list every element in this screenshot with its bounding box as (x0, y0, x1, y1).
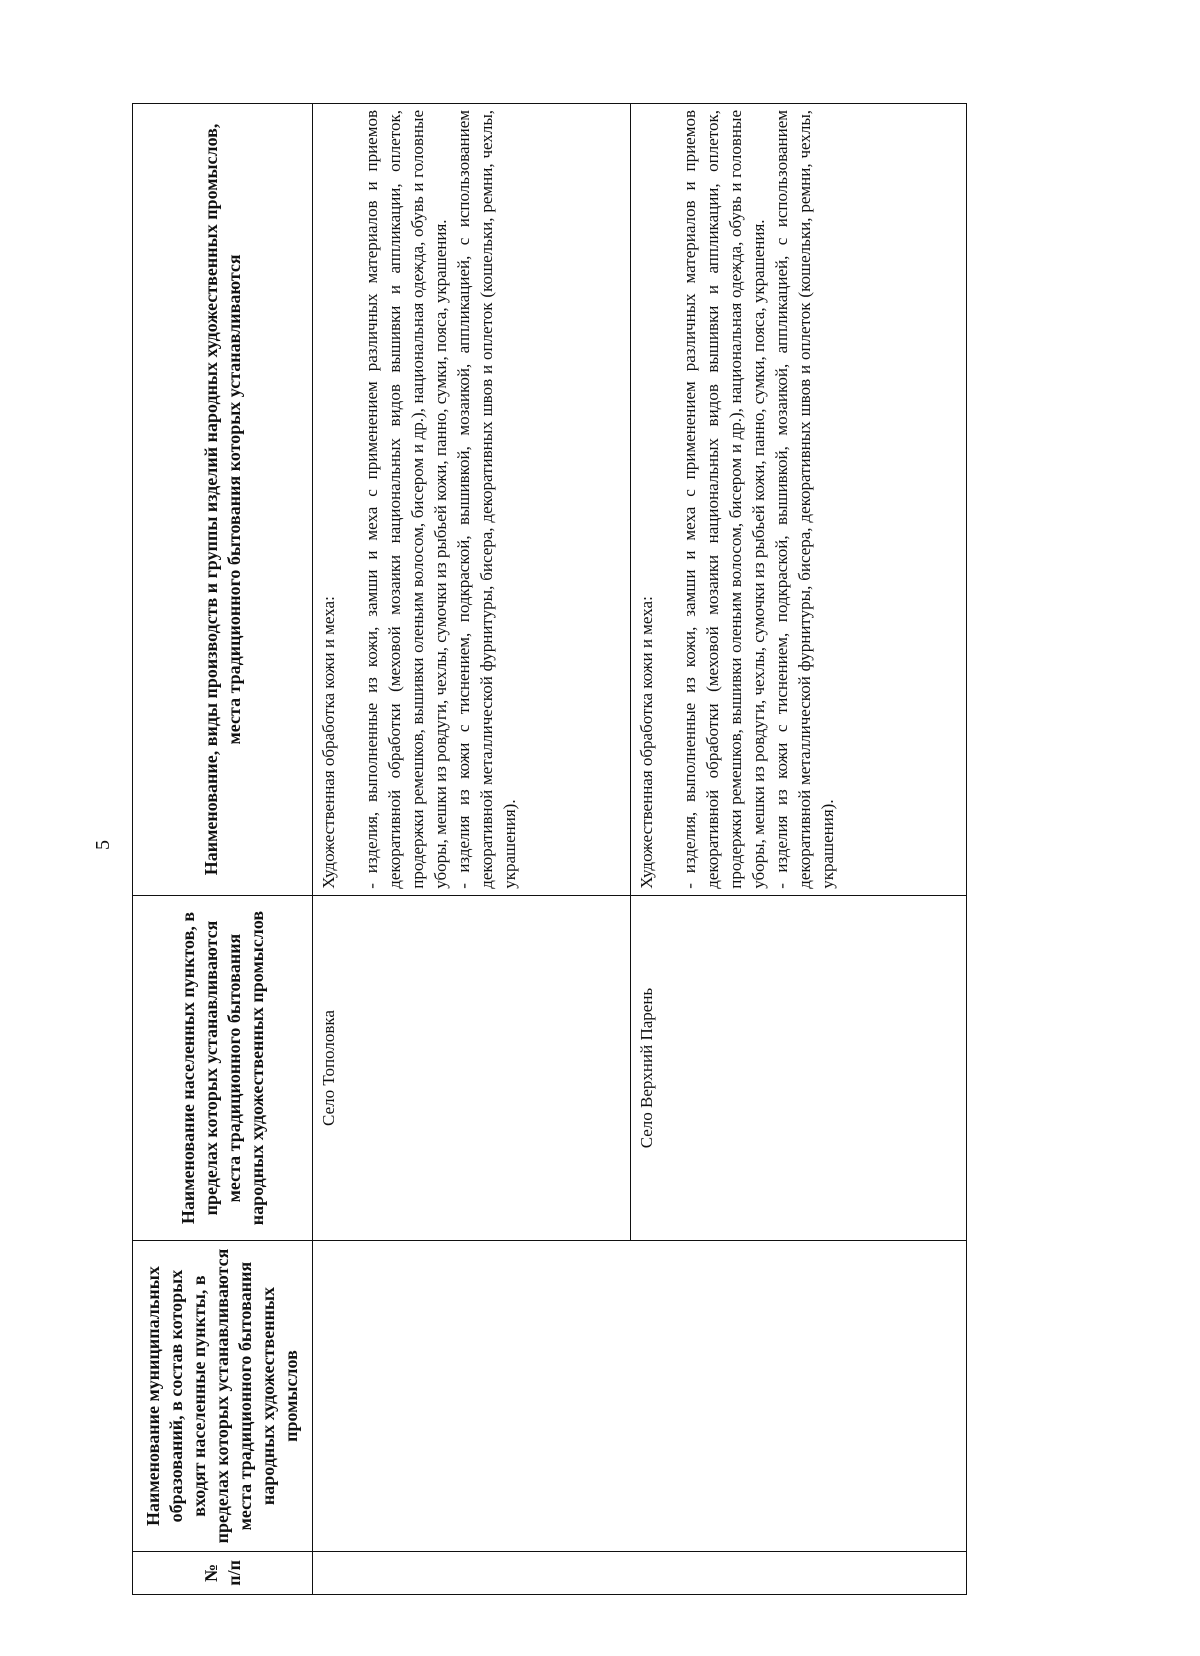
header-number: № п/п (133, 1551, 313, 1594)
settlement-cell: Село Тополовка (313, 895, 631, 1241)
craft-item: - изделия, выполненные из кожи, замши и меха с применением различных материалов и приемов декоративной обработки (меховой мозаики национальных видов вышивки и аппликации, оплеток, продержки ремешков, вышивки оленьим волосом, бисером и др.), национальная одежда, обувь и головные уборы, мешки из ровдуги, чехлы, сумочки из рыбьей кожи, панно, сумки, пояса, украшения. (680, 110, 768, 889)
row-number-cell (313, 1551, 967, 1594)
crafts-cell (631, 104, 967, 896)
municipality-cell (313, 1241, 967, 1552)
header-settlement: Наименование населенных пунктов, в пределах которых устанавливаются места традиционного бытования народных художественных промыслов (133, 895, 313, 1241)
craft-kind: Художественная обработка кожи и меха: (637, 596, 656, 889)
settlement-cell: Село Верхний Парень (631, 895, 967, 1241)
table-row (313, 104, 631, 1595)
craft-item: - изделия из кожи с тиснением, подкраской, вышивкой, мозаикой, аппликацией, с использованием декоративной металлической фурнитуры, бисера, декоративных швов и оплеток (кошельки, ремни, чехлы, украшения). (772, 110, 837, 889)
craft-kind: Художественная обработка кожи и меха: (319, 596, 338, 889)
landscape-table-wrapper (132, 103, 966, 1595)
rotated-table-frame (132, 103, 966, 1595)
craft-items (360, 110, 521, 889)
header-crafts: Наименование, виды производств и группы изделий народных художественных промыслов, места традиционного бытования которых устанавливаются (133, 104, 313, 896)
header-municipality: Наименование муниципальных образований, в состав которых входят населенные пункты, в пределах которых устанавливаются места традиционного бытования народных художественных промыслов (133, 1241, 313, 1552)
crafts-cell (313, 104, 631, 896)
page-number: 5 (92, 840, 114, 850)
craft-items (678, 110, 839, 889)
craft-item: - изделия, выполненные из кожи, замши и меха с применением различных материалов и приемов декоративной обработки (меховой мозаики национальных видов вышивки и аппликации, оплеток, продержки ремешков, вышивки оленьим волосом, бисером и др.), национальная одежда, обувь и головные уборы, мешки из ровдуги, чехлы, сумочки из рыбьей кожи, панно, сумки, пояса, украшения. (362, 110, 450, 889)
craft-item: - изделия из кожи с тиснением, подкраской, вышивкой, мозаикой, аппликацией, с использованием декоративной металлической фурнитуры, бисера, декоративных швов и оплеток (кошельки, ремни, чехлы, украшения). (454, 110, 519, 889)
crafts-table (132, 103, 967, 1595)
table-header-row (133, 104, 313, 1595)
